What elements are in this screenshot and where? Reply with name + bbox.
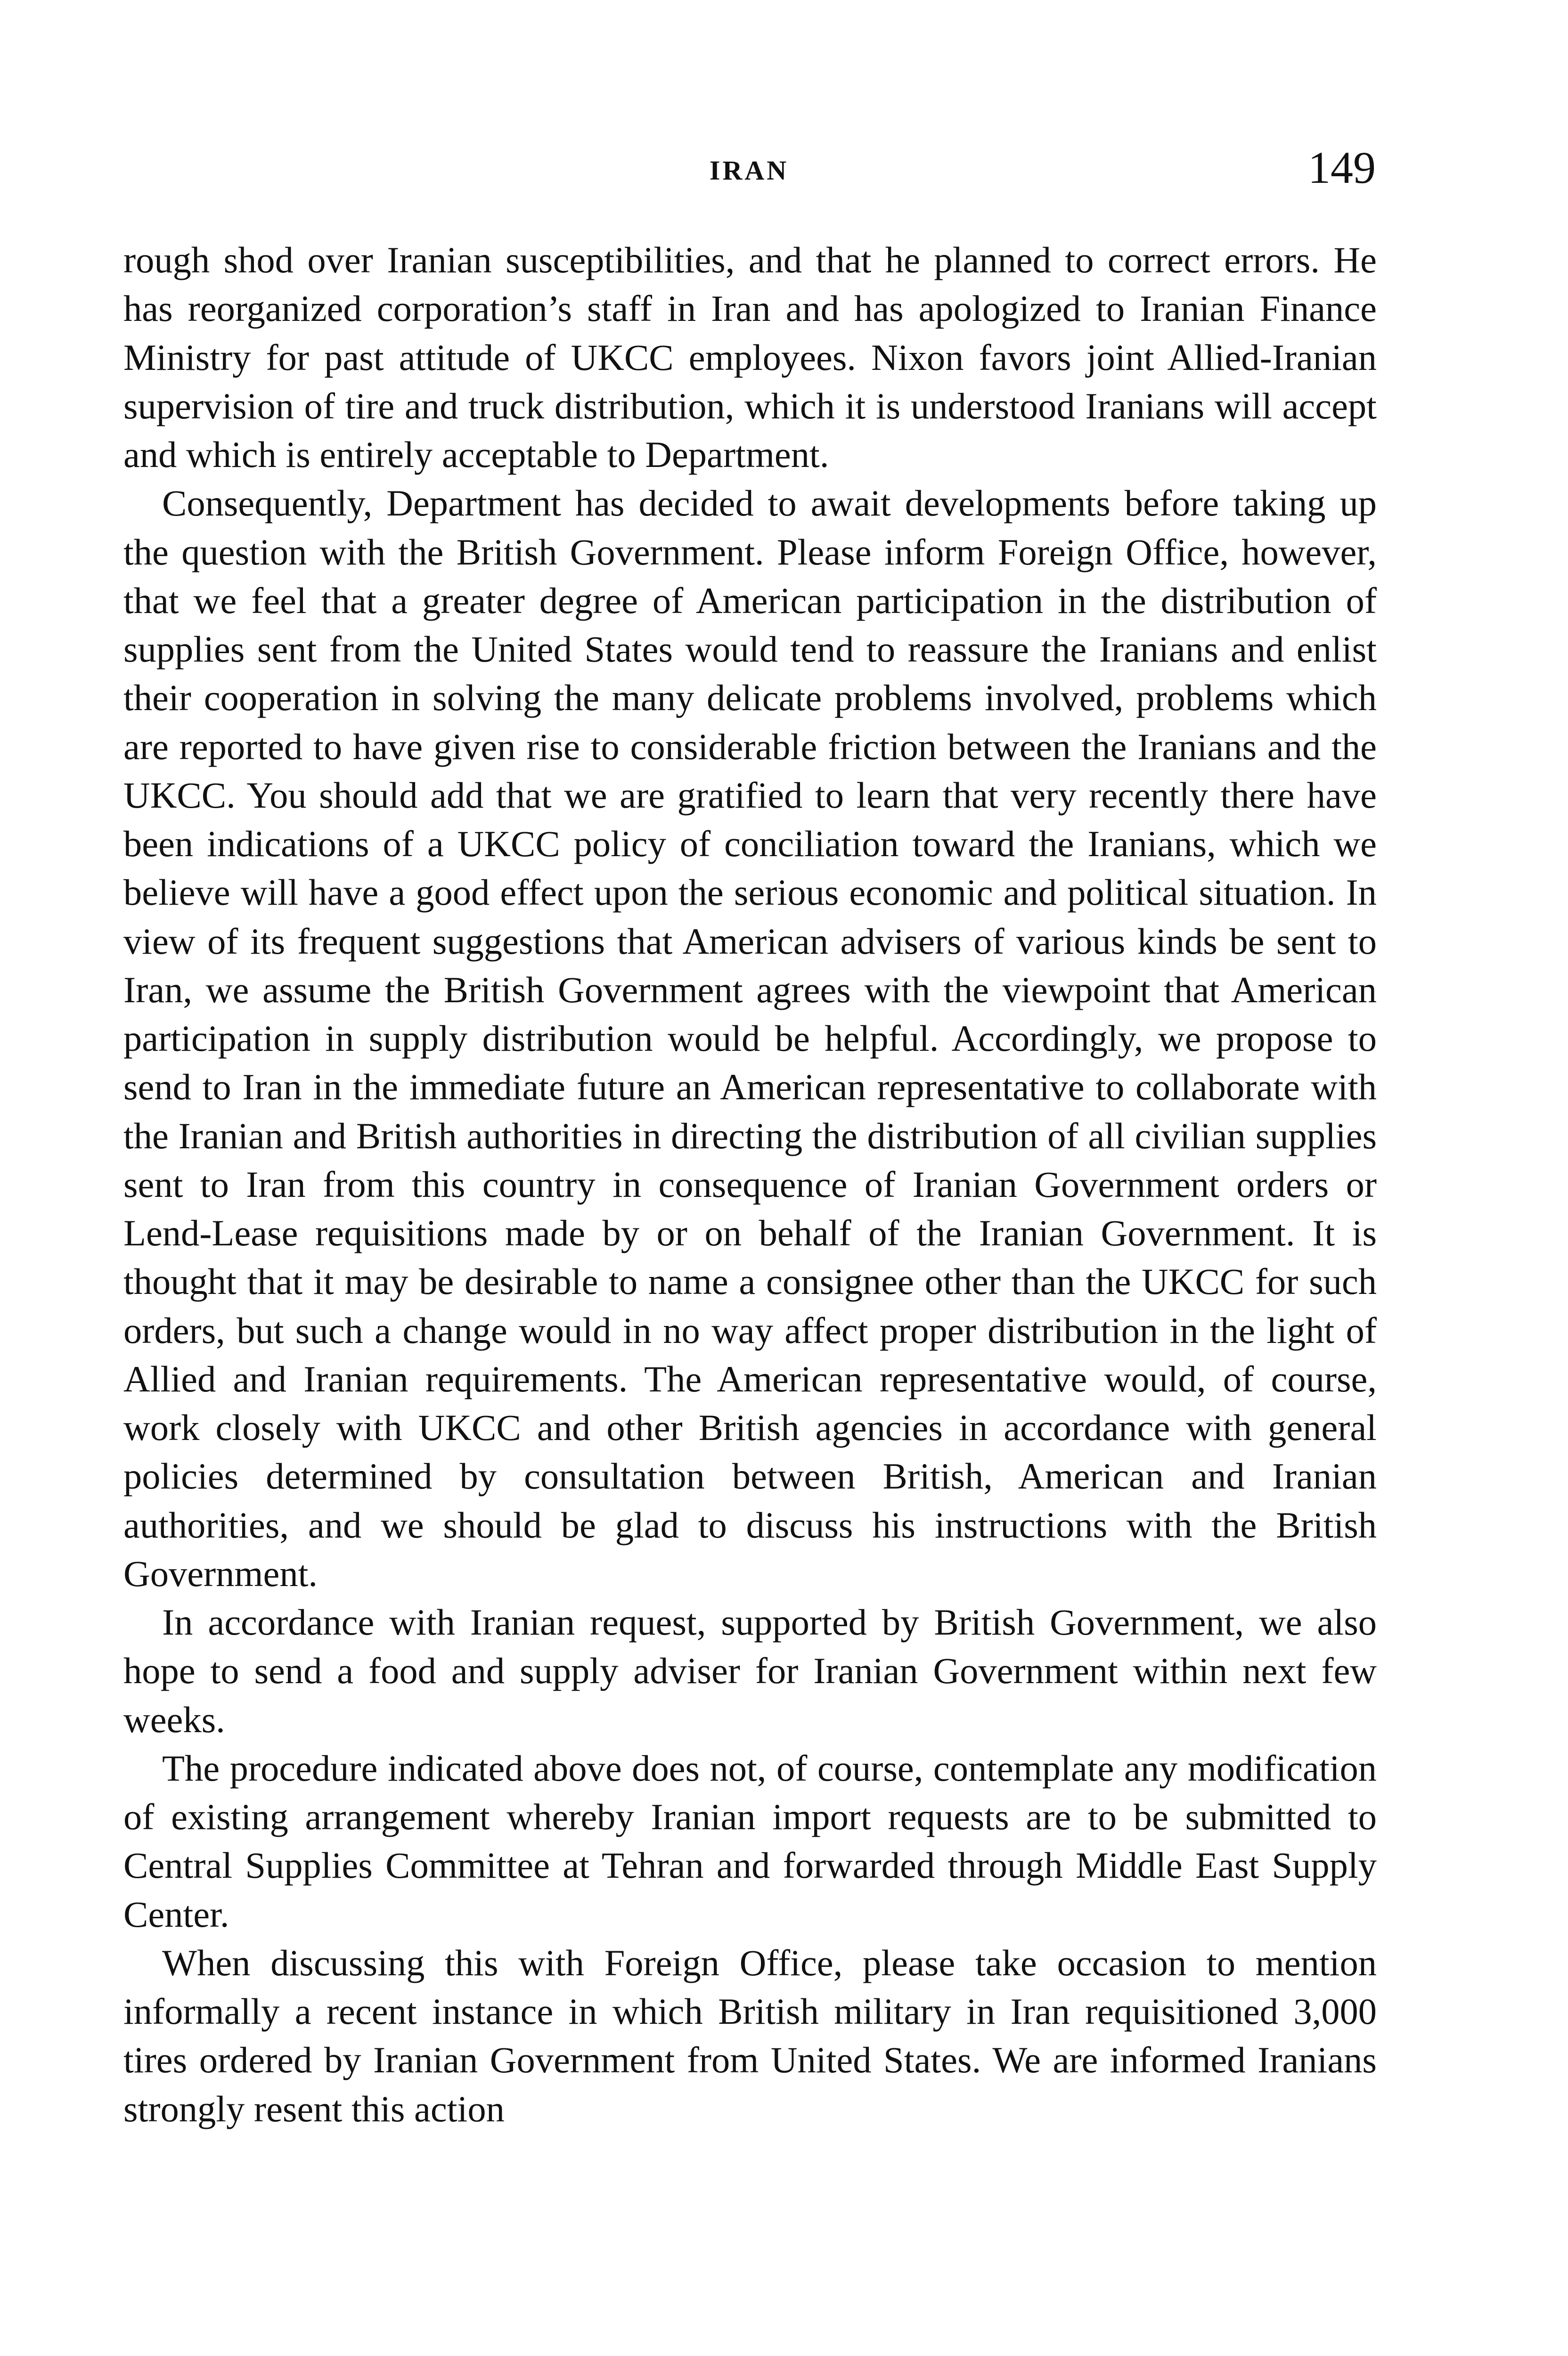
running-head	[0, 141, 1568, 193]
paragraph-food-supply-adviser: In accordance with Iranian request, supported by British Government, we also hope to send a food and supply adviser for Iranian Government within next few weeks.	[123, 1602, 1377, 1740]
paragraph-department-proposal: Consequently, Department has decided to await developments before taking up the question with the British Government. Please inform Foreign Office, however, that we feel that a greater degree of American participation in the distribution of supplies sent from the United States would tend to reassure the Iranians and enlist their cooperation in solving the many delicate problems involved, problems which are reported to have given rise to considerable friction between the Iranians and the UKCC. You should add that we are gratified to learn that very recently there have been indications of a UKCC policy of conciliation toward the Iranians, which we believe will have a good effect upon the serious economic and political situation. In view of its frequent suggestions that American advisers of various kinds be sent to Iran, we assume the British Government agrees with the viewpoint that American participation in supply distribution would be helpful. Accordingly, we propose to send to Iran in the immediate future an American representative to collaborate with the Iranian and British authorities in directing the distribution of all civilian supplies sent to Iran from this country in consequence of Iranian Government orders or Lend-Lease requisitions made by or on behalf of the Iranian Government. It is thought that it may be desirable to name a consignee other than the UKCC for such orders, but such a change would in no way affect proper distribution in the light of Allied and Iranian requirements. The American representative would, of course, work closely with UKCC and other British agencies in accordance with general policies determined by consultation between British, American and Iranian authorities, and we should be glad to discuss his instructions with the British Government.	[123, 483, 1377, 1594]
body-text	[123, 236, 1377, 2133]
paragraph-continuation: rough shod over Iranian susceptibilities, and that he planned to correct errors. He has reorganized corporation’s staff in Iran and has apologized to Iranian Finance Ministry for past attitude of UKCC employees. Nixon favors joint Allied-Iranian supervision of tire and truck distribution, which it is understood Iranians will accept and which is entirely acceptable to Department.	[123, 239, 1377, 475]
paragraph-import-procedure: The procedure indicated above does not, of course, contemplate any modification of existing arrangement whereby Iranian import requests are to be submitted to Central Supplies Committee at Tehran and forwarded through Middle East Supply Center.	[123, 1747, 1377, 1935]
page-number: 149	[1308, 142, 1376, 193]
running-title: IRAN	[709, 155, 789, 186]
paragraph-tire-requisition: When discussing this with Foreign Office, please take occasion to mention informally a recent instance in which British military in Iran requisitioned 3,000 tires ordered by Iranian Government from United States. We are informed Iranians strongly resent this action	[123, 1942, 1377, 2129]
